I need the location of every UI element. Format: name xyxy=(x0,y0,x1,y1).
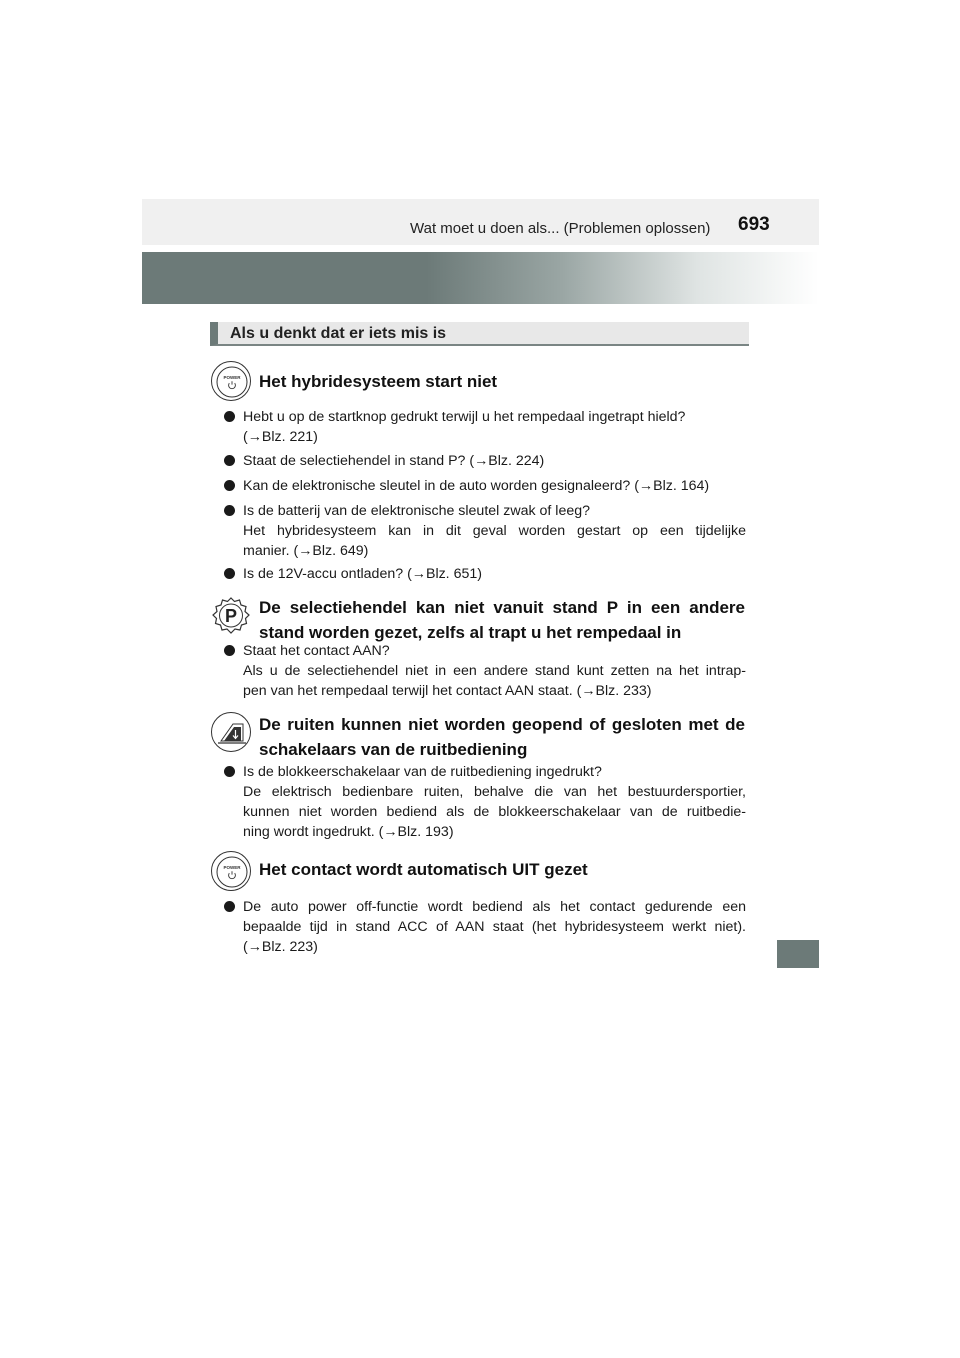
power-label: POWER xyxy=(223,375,241,380)
header-title: Wat moet u doen als... (Problemen oplossen) xyxy=(410,220,711,237)
page-number: 693 xyxy=(738,214,770,235)
power-button-icon xyxy=(211,851,251,891)
chapter-side-tab xyxy=(777,940,819,968)
section-heading xyxy=(210,322,749,346)
chapter-banner xyxy=(142,252,819,304)
bullet-dot xyxy=(224,645,235,656)
svg-text:P: P xyxy=(224,606,238,626)
bullet-dot xyxy=(224,901,235,912)
bullet-dot xyxy=(224,411,235,422)
bullet-dot xyxy=(224,766,235,777)
bullet-dot xyxy=(224,568,235,579)
p-gear-icon xyxy=(211,596,251,636)
subsection-title: Het hybridesysteem start niet xyxy=(259,372,498,391)
bullet-dot xyxy=(224,505,235,516)
subsection-title: De selectiehendel kan niet vanuit stand P in een andere stand worden gezet, zelfs al trapt u het rempedaal in xyxy=(259,598,745,642)
power-button-icon xyxy=(211,361,251,401)
subsection-title: Het contact wordt automatisch UIT gezet xyxy=(259,860,588,879)
section-heading-text: Als u denkt dat er iets mis is xyxy=(230,325,447,342)
subsection-title: De ruiten kunnen niet worden geopend of gesloten met de schakelaars van de ruitbediening xyxy=(259,715,745,759)
bullet-dot xyxy=(224,455,235,466)
bullet-dot xyxy=(224,480,235,491)
power-label: POWER xyxy=(223,865,241,870)
window-switch-icon xyxy=(211,712,251,752)
